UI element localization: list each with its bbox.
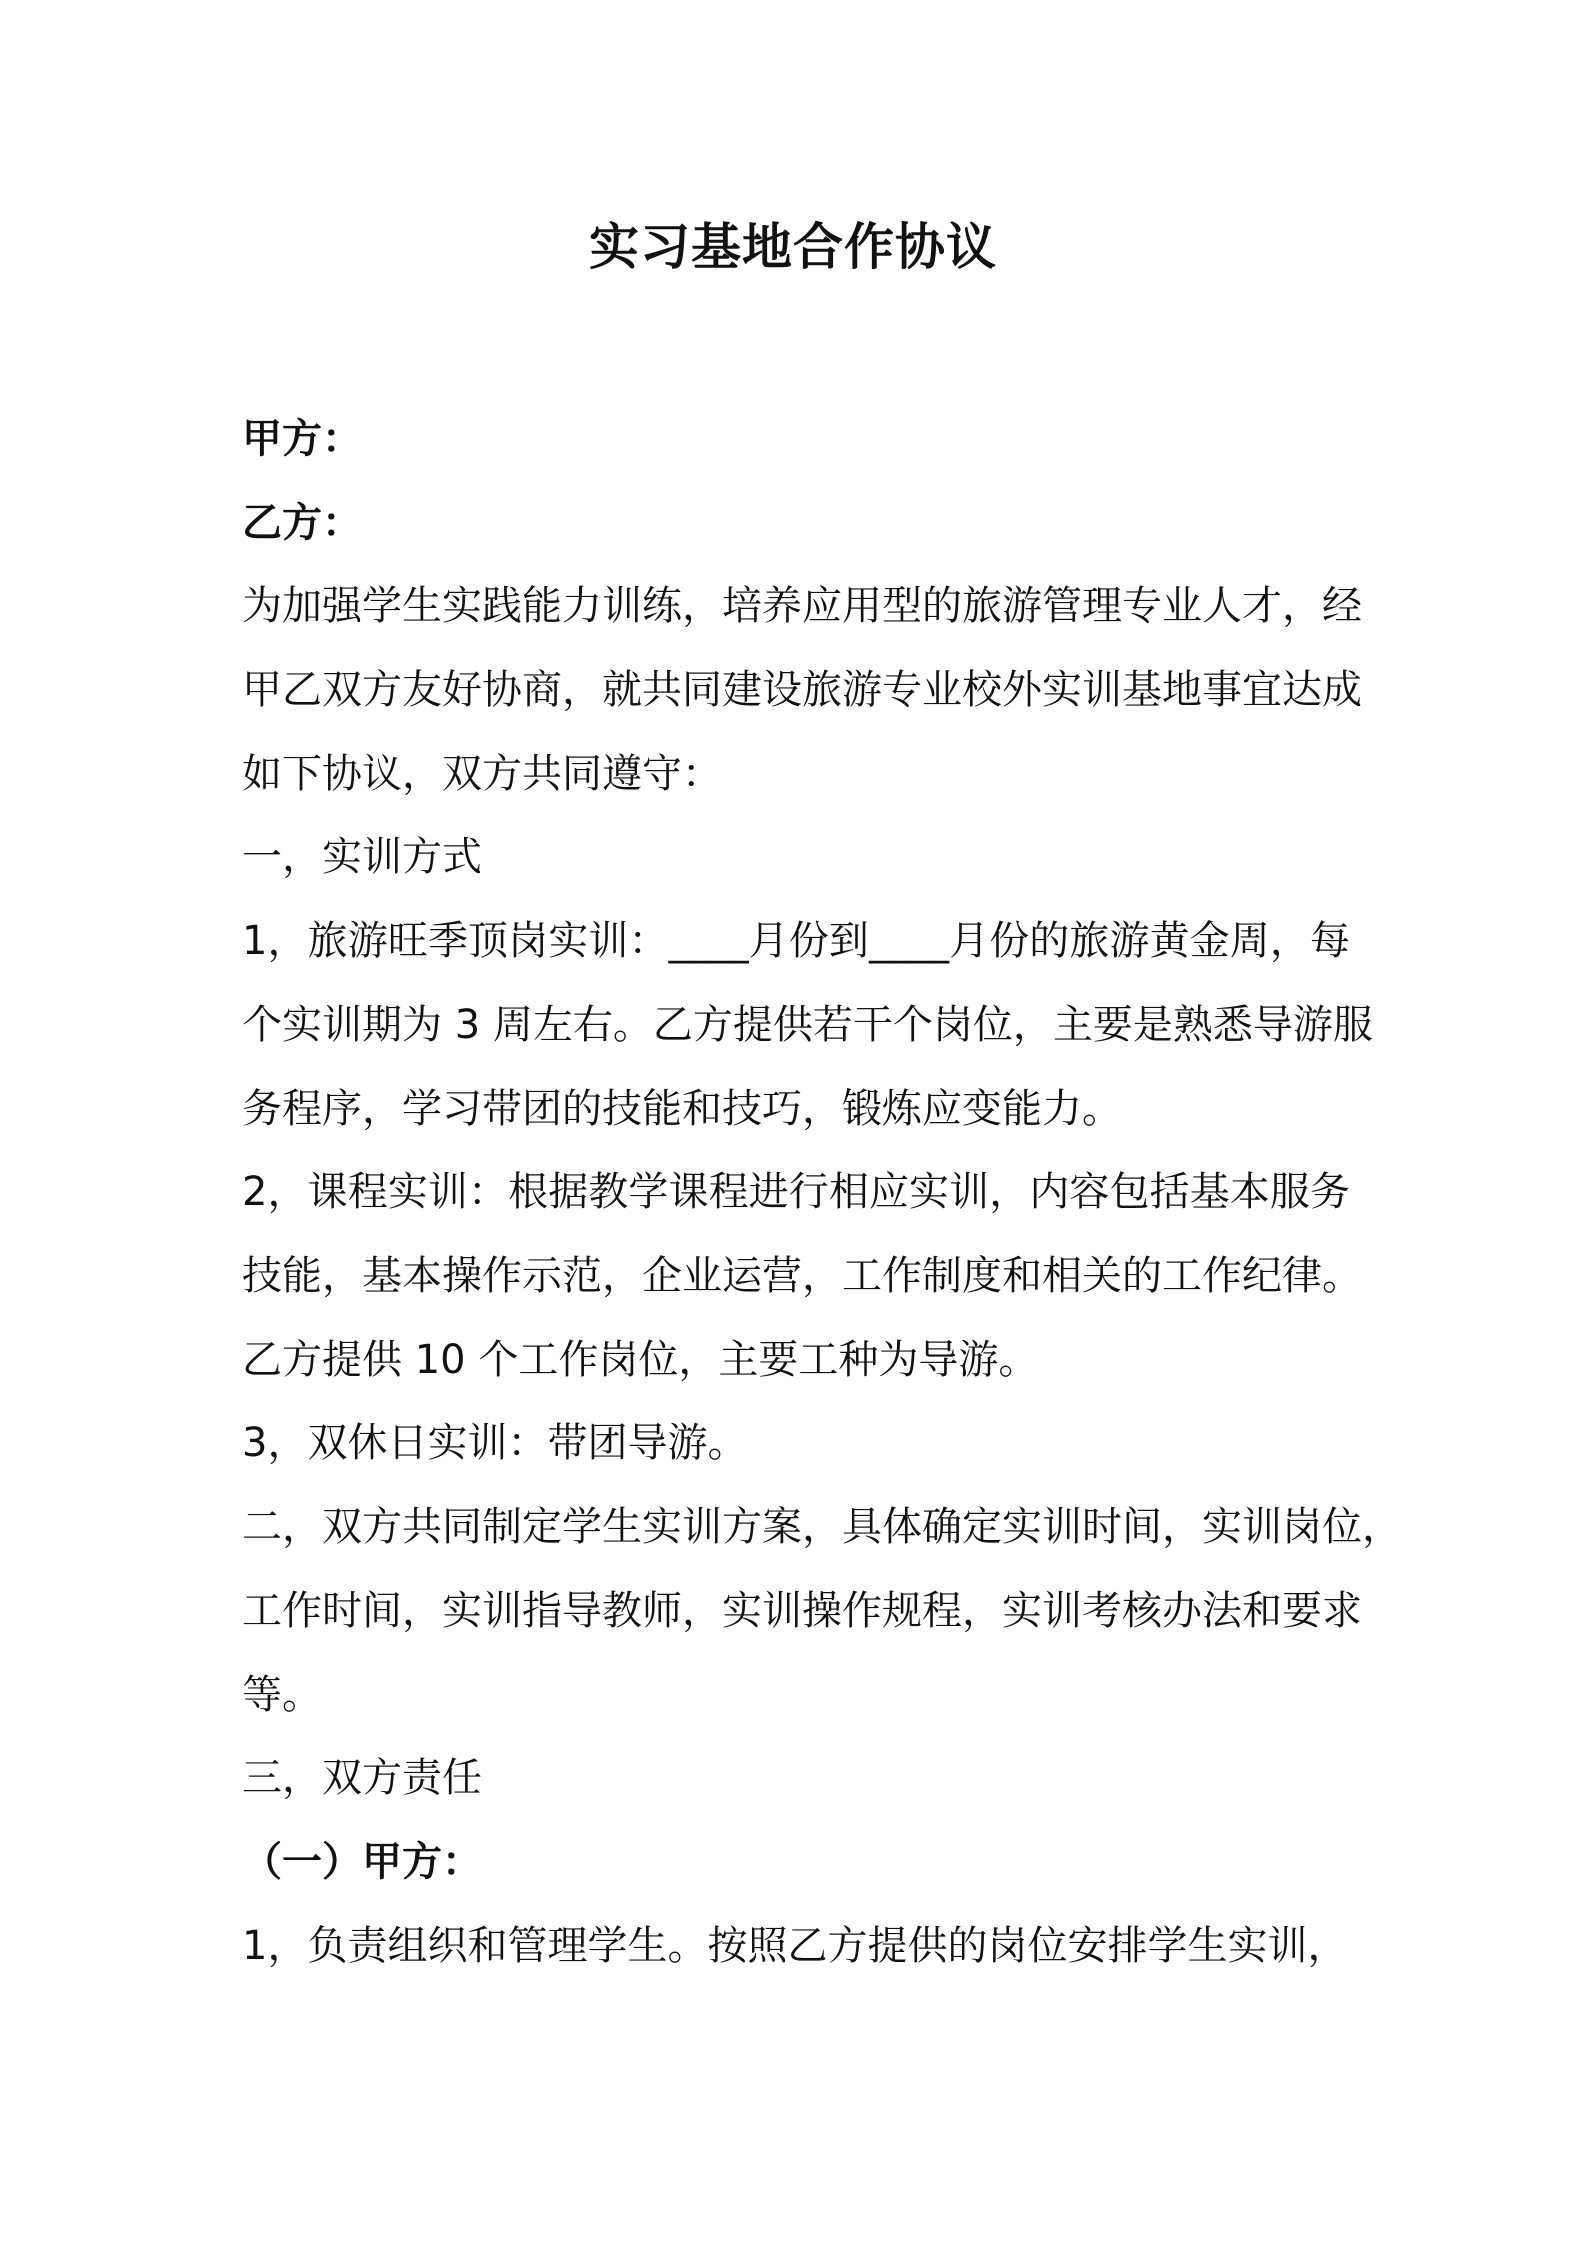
paragraph-line: 工作时间，实训指导教师，实训操作规程，实训考核办法和要求	[242, 1588, 1362, 1634]
paragraph-line: 甲乙双方友好协商，就共同建设旅游专业校外实训基地事宜达成	[242, 667, 1362, 713]
paragraph-line: 为加强学生实践能力训练，培养应用型的旅游管理专业人才，经	[242, 583, 1362, 629]
party-b-label: 乙方：	[242, 500, 362, 546]
paragraph-line: 务程序，学习带团的技能和技巧，锻炼应变能力。	[242, 1086, 1122, 1132]
paragraph-line: 技能，基本操作示范，企业运营，工作制度和相关的工作纪律。	[242, 1253, 1362, 1299]
paragraph-line: 1，旅游旺季顶岗实训：____月份到____月份的旅游黄金周，每	[242, 918, 1350, 964]
paragraph-line: 乙方提供 10 个工作岗位，主要工种为导游。	[242, 1337, 1039, 1383]
paragraph-line: 如下协议，双方共同遵守：	[242, 751, 722, 797]
party-a-label: 甲方：	[242, 416, 362, 462]
paragraph-line: 等。	[242, 1672, 322, 1718]
subsection-heading: （一）甲方：	[242, 1839, 482, 1885]
section-heading: 三，双方责任	[242, 1755, 482, 1801]
paragraph-line: 二，双方共同制定学生实训方案，具体确定实训时间，实训岗位，	[242, 1504, 1402, 1550]
section-heading: 一，实训方式	[242, 834, 482, 880]
document-title: 实习基地合作协议	[589, 218, 997, 276]
paragraph-line: 个实训期为 3 周左右。乙方提供若干个岗位，主要是熟悉导游服	[242, 1002, 1373, 1048]
paragraph-line: 3，双休日实训：带团导游。	[242, 1420, 748, 1466]
paragraph-line: 2，课程实训：根据教学课程进行相应实训，内容包括基本服务	[242, 1169, 1350, 1215]
paragraph-line: 1，负责组织和管理学生。按照乙方提供的岗位安排学生实训，	[242, 1923, 1348, 1969]
